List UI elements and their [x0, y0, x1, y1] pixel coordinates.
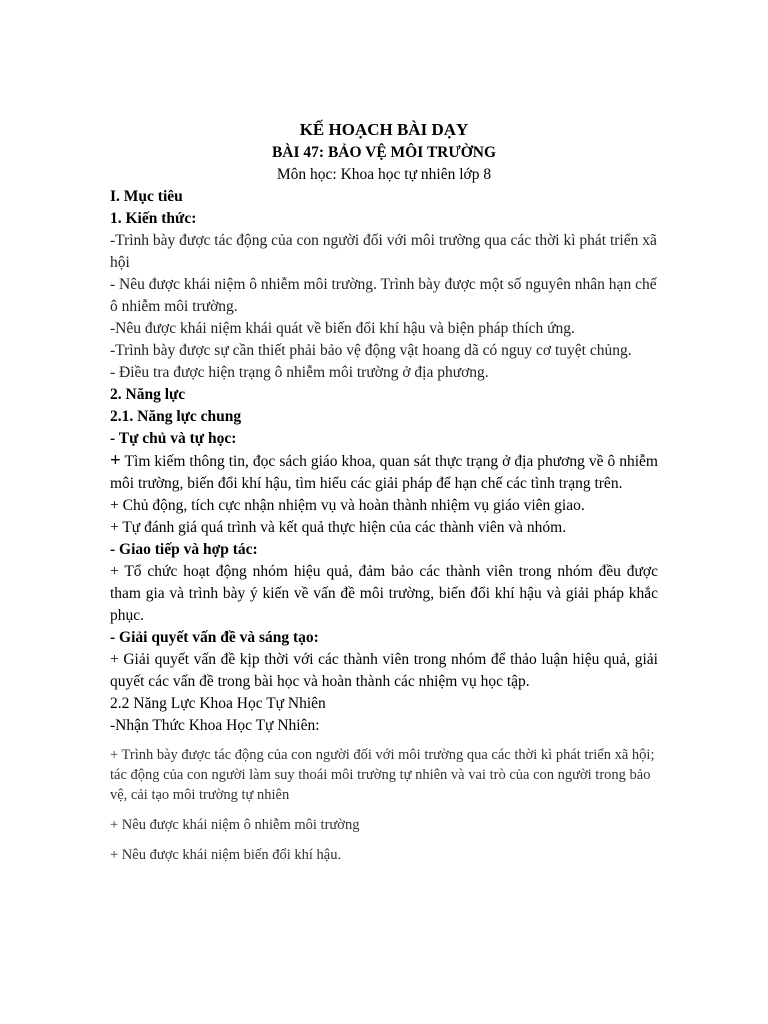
problem-solving-heading: - Giải quyết vấn đề và sáng tạo: — [110, 629, 319, 646]
knowledge-item: -Nêu được khái niệm khái quát về biến đổi khí hậu và biện pháp thích ứng. — [110, 320, 575, 337]
lesson-plan-page — [110, 118, 658, 865]
knowledge-item: -Trình bày được sự cần thiết phải bảo vệ động vật hoang dã có nguy cơ tuyệt chủng. — [110, 342, 632, 359]
section-objectives-heading: I. Mục tiêu — [110, 188, 183, 205]
competence-heading: 2. Năng lực — [110, 386, 186, 403]
lesson-title: BÀI 47: BẢO VỆ MÔI TRƯỜNG — [271, 144, 497, 161]
science-item: + Trình bày được tác động của con người đối với môi trường qua các thời kì phát triển xã hội; tác động của con người làm suy thoái môi trường tự nhiên và vai trò của con người trong bảo vệ, cải tạo môi trường tự nhiên — [110, 747, 655, 803]
science-item: + Nêu được khái niệm biến đổi khí hậu. — [110, 847, 342, 863]
self-study-item: + Chủ động, tích cực nhận nhiệm vụ và hoàn thành nhiệm vụ giáo viên giao. — [110, 497, 585, 514]
document-title: KẾ HOẠCH BÀI DẠY — [299, 120, 469, 139]
course-line: Môn học: Khoa học tự nhiên lớp 8 — [276, 166, 492, 183]
self-study-heading: - Tự chủ và tự học: — [110, 430, 237, 447]
science-competence-heading: 2.2 Năng Lực Khoa Học Tự Nhiên — [110, 695, 326, 712]
general-competence-heading: 2.1. Năng lực chung — [110, 408, 242, 425]
knowledge-heading: 1. Kiến thức: — [110, 210, 197, 227]
knowledge-item: - Điều tra được hiện trạng ô nhiễm môi trường ở địa phương. — [110, 364, 489, 381]
problem-solving-item: + Giải quyết vấn đề kịp thời với các thành viên trong nhóm để thảo luận hiệu quả, giải quyết các vấn đề trong bài học và hoàn thành các nhiệm vụ học tập. — [110, 651, 658, 690]
self-study-item: + Tự đánh giá quá trình và kết quả thực hiện của các thành viên và nhóm. — [110, 519, 567, 536]
science-item: + Nêu được khái niệm ô nhiễm môi trường — [110, 817, 360, 833]
knowledge-item: - Nêu được khái niệm ô nhiễm môi trường. Trình bày được một số nguyên nhân hạn chế ô nhiễm môi trường. — [110, 276, 657, 315]
self-study-item-text: Tìm kiếm thông tin, đọc sách giáo khoa, quan sát thực trạng ở địa phương về ô nhiễm môi trường, biến đổi khí hậu, tìm hiểu các giải pháp để hạn chế các tình trạng trên. — [110, 453, 658, 492]
self-study-item — [110, 450, 658, 495]
plus-glyph: + — [110, 450, 121, 471]
science-awareness-subheading: -Nhận Thức Khoa Học Tự Nhiên: — [110, 717, 320, 734]
communication-heading: - Giao tiếp và hợp tác: — [110, 541, 258, 558]
knowledge-item: -Trình bày được tác động của con người đối với môi trường qua các thời kì phát triển xã hội — [110, 232, 657, 271]
communication-item: + Tổ chức hoạt động nhóm hiệu quả, đảm bảo các thành viên trong nhóm đều được tham gia và trình bày ý kiến về vấn đề môi trường, biến đổi khí hậu và giải pháp khắc phục. — [110, 563, 658, 624]
